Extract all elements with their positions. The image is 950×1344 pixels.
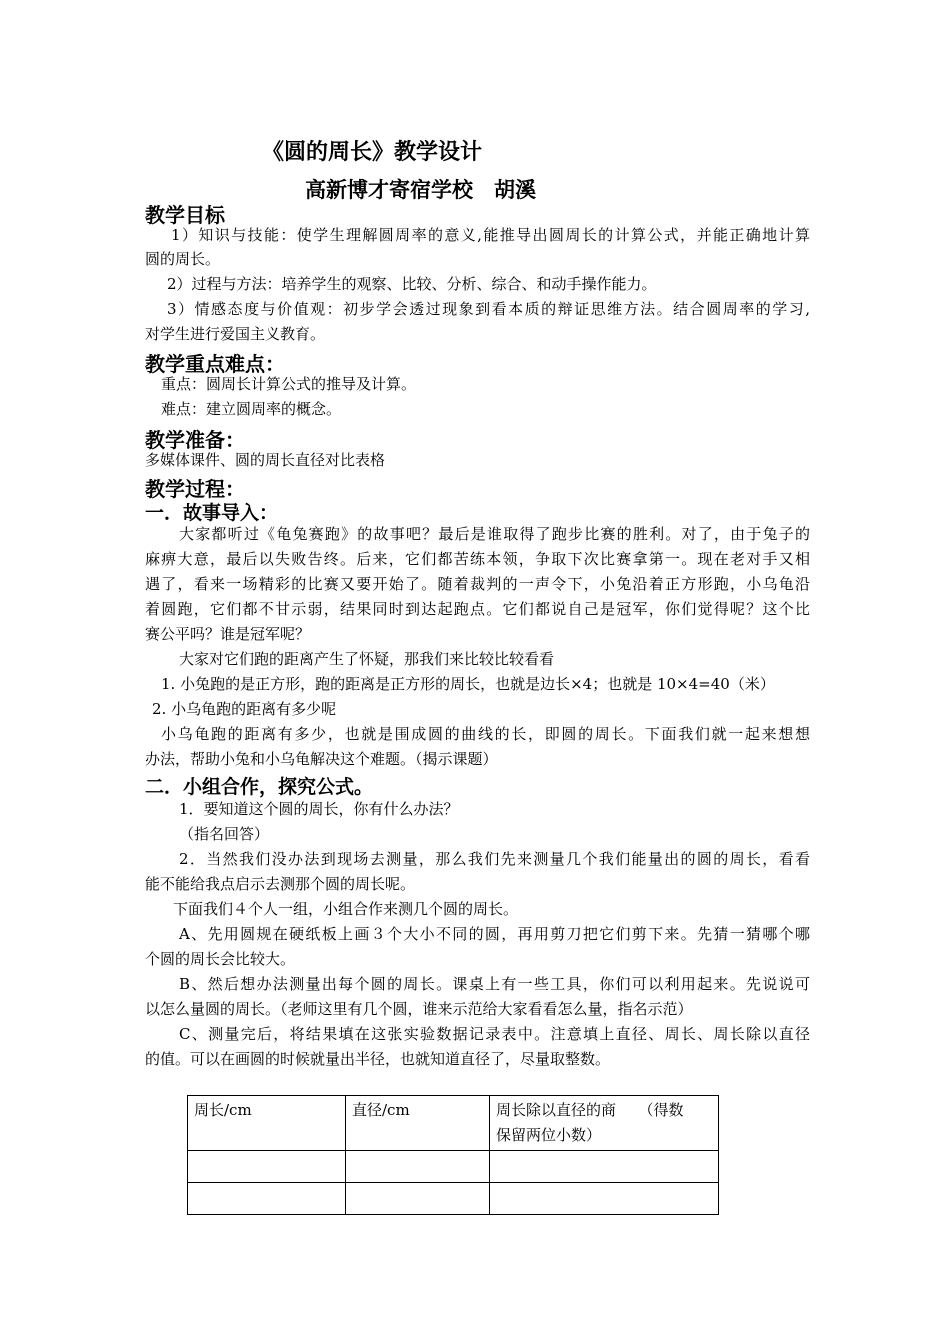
step-a-line-1: A、先用圆规在硬纸板上画３个大小不同的圆，再用剪刀把它们剪下来。先猜一猜哪个哪 <box>179 925 810 943</box>
section-1-heading: 一．故事导入： <box>145 502 279 524</box>
table-row <box>188 1151 719 1183</box>
document-author: 高新博才寄宿学校 胡溪 <box>305 178 536 202</box>
doubt-line: 大家对它们跑的距离产生了怀疑，那我们来比较比较看看 <box>179 650 555 668</box>
table-cell[interactable] <box>188 1183 346 1215</box>
hard-point: 难点：建立圆周率的概念。 <box>161 400 342 418</box>
question-2-line-2: 能不能给我点启示去测那个圆的周长呢。 <box>145 875 416 893</box>
table-header-row <box>188 1096 719 1151</box>
turtle-line-2: 办法，帮助小兔和小乌龟解决这个难题。（揭示课题） <box>145 750 498 768</box>
step-c-line-1: C、测量完后，将结果填在这张实验数据记录表中。注意填上直径、周长、周长除以直径 <box>179 1025 810 1043</box>
process-heading: 教学过程： <box>145 477 245 501</box>
table-cell[interactable] <box>490 1151 719 1183</box>
table-row <box>188 1183 719 1215</box>
rabbit-distance: 1. 小兔跑的是正方形，跑的距离是正方形的周长，也就是边长×4；也就是 10×4=40（米） <box>161 675 775 693</box>
step-b-line-2: 以怎么量圆的周长。（老师这里有几个圆，谁来示范给大家看看怎么量，指名示范） <box>145 1000 693 1018</box>
header-quotient <box>490 1096 719 1151</box>
section-2-heading: 二．小组合作，探究公式。 <box>145 776 374 798</box>
question-1-note: （指名回答） <box>179 825 270 843</box>
table-cell[interactable] <box>346 1183 490 1215</box>
header-diameter: 直径/cm <box>346 1096 490 1151</box>
keys-heading: 教学重点难点： <box>145 352 285 376</box>
header-quotient-line-2: 保留两位小数） <box>496 1126 602 1144</box>
prep-text: 多媒体课件、圆的周长直径对比表格 <box>145 451 386 469</box>
goal-1-line-2: 圆的周长。 <box>145 250 221 268</box>
story-line-4: 着圆跑，它们都不甘示弱，结果同时到达起跑点。它们都说自己是冠军，你们觉得呢？这个比 <box>145 600 810 618</box>
goal-1-line-1: 1）知识与技能：使学生理解圆周率的意义,能推导出圆周长的计算公式，并能正确地计算 <box>171 226 810 244</box>
step-b-line-1: B、然后想办法测量出每个圆的周长。课桌上有一些工具，你们可以利用起来。先说说可 <box>179 975 810 993</box>
story-line-5: 赛公平吗？谁是冠军呢？ <box>145 625 311 643</box>
turtle-line-1: 小乌龟跑的距离有多少，也就是围成圆的曲线的长，即圆的周长。下面我们就一起来想想 <box>161 725 810 743</box>
turtle-question: 2. 小乌龟跑的距离有多少呢 <box>152 700 337 718</box>
step-c-line-2: 的值。可以在画圆的时候就量出半径，也就知道直径了，尽量取整数。 <box>145 1050 611 1068</box>
goal-3-line-1: 3）情感态度与价值观：初步学会透过现象到看本质的辩证思维方法。结合圆周率的学习, <box>167 300 810 318</box>
story-line-3: 遇了，看来一场精彩的比赛又要开始了。随着裁判的一声令下，小兔沿着正方形跑，小乌龟沿 <box>145 575 810 593</box>
document-title: 《圆的周长》教学设计 <box>262 140 483 165</box>
prep-heading: 教学准备： <box>145 428 245 452</box>
goals-heading: 教学目标 <box>145 203 225 227</box>
question-1: 1．要知道这个圆的周长，你有什么办法？ <box>179 800 459 818</box>
header-quotient-line-1: 周长除以直径的商 （得数 <box>496 1101 684 1119</box>
goal-2: 2）过程与方法：培养学生的观察、比较、分析、综合、和动手操作能力。 <box>167 275 657 293</box>
group-instruction: 下面我们４个人一组，小组合作来测几个圆的周长。 <box>173 900 519 918</box>
goal-3-line-2: 对学生进行爱国主义教育。 <box>145 325 326 343</box>
story-line-1: 大家都听过《龟兔赛跑》的故事吧？最后是谁取得了跑步比赛的胜利。对了，由于兔子的 <box>179 525 810 543</box>
table-cell[interactable] <box>490 1183 719 1215</box>
story-line-2: 麻痹大意，最后以失败告终。后来，它们都苦练本领，争取下次比赛拿第一。现在老对手又相 <box>145 550 810 568</box>
key-point: 重点：圆周长计算公式的推导及计算。 <box>161 375 417 393</box>
record-table <box>187 1095 719 1215</box>
header-circumference: 周长/cm <box>188 1096 346 1151</box>
table-cell[interactable] <box>346 1151 490 1183</box>
step-a-line-2: 个圆的周长会比较大。 <box>145 950 296 968</box>
question-2-line-1: 2．当然我们没办法到现场去测量，那么我们先来测量几个我们能量出的圆的周长，看看 <box>179 850 810 868</box>
table-cell[interactable] <box>188 1151 346 1183</box>
